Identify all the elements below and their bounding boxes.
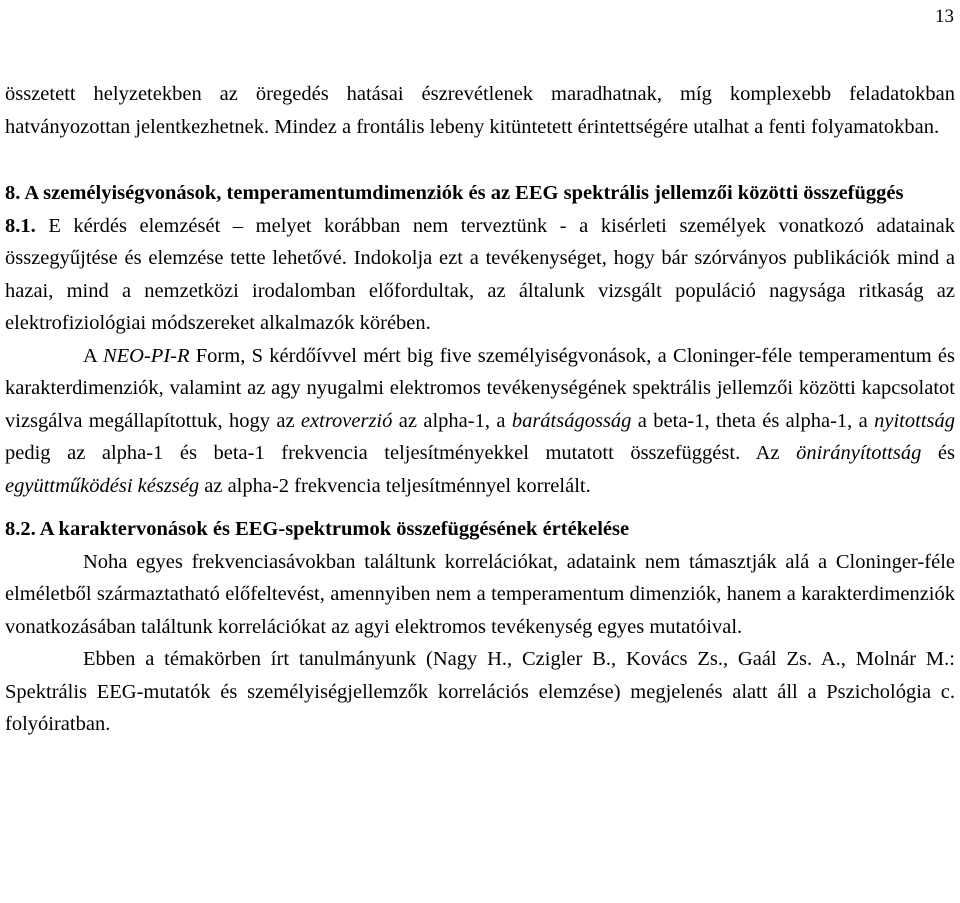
section-8-2-paragraph-1: Noha egyes frekvenciasávokban találtunk korrelációkat, adataink nem támasztják alá a Cloninger-féle elméletből származtatható előfeltevést, amennyiben nem a temperamentum dimenziók, hanem a karakterdimenziók vonatkozásában találtunk korrelációkat az agyi elektromos tevékenység egyes mutatóival. [5,550,955,638]
text-run: a beta-1, theta és alpha-1, a [631,409,875,432]
italic-term: nyitottság [874,409,955,432]
section-8-1-paragraph-1 [5,210,955,340]
section-8-2-heading: 8.2. A karaktervonások és EEG-spektrumok összefüggésének értékelése [5,518,630,540]
page-number: 13 [935,6,954,27]
document-body [5,78,955,741]
italic-term: NEO-PI-R [102,344,190,367]
section-8-1-number: 8.1. [5,214,36,237]
text-run: az alpha-1, a [392,409,512,432]
section-8-heading: 8. A személyiségvonások, temperamentumdimenziók és az EEG spektrális jellemzői közötti összefüggés [5,182,904,204]
text-run: pedig az alpha-1 és beta-1 frekvencia teljesítményekkel mutatott összefüggést. Az [5,442,797,464]
italic-term: barátságosság [511,409,632,432]
text-run: az alpha-2 frekvencia teljesítménnyel korrelált. [199,474,591,497]
italic-term: extroverzió [300,409,393,432]
text-run: Form, S kérdőívvel mért big five személyiségvonások, a Cloninger-féle temperamentum és karakterdimenziók, valamint az agy nyugalmi elektromos tevékenységének spektrális jellemzői közötti kapcsolatot vizsgálva megállapítottuk, hogy az [5,344,955,432]
text-run: A [83,344,103,367]
intro-paragraph: összetett helyzetekben az öregedés hatásai észrevétlenek maradhatnak, míg komplexebb feladatokban hatványozottan jelentkezhetnek. Mindez a frontális lebeny kitüntetett érintettségére utalhat a fenti folyamatokban. [5,83,955,138]
section-8-1-text: E kérdés elemzését – melyet korábban nem terveztünk - a kisérleti személyek vonatkozó adatainak összegyűjtése és elemzése tette lehetővé. Indokolja ezt a tevékenységet, hogy bár szórványos publikációk mind a hazai, mind a nemzetközi irodalomban előfordultak, az általunk vizsgált populáció nagysága ritkaság az elektrofiziológiai módszereket alkalmazók körében. [5,214,956,334]
italic-term: önirányítottság [796,442,922,464]
section-8-1-paragraph-2 [5,340,955,503]
text-run: és [921,442,956,464]
italic-term: együttműködési készség [5,474,200,497]
section-8-2-paragraph-2: Ebben a témakörben írt tanulmányunk (Nagy H., Czigler B., Kovács Zs., Gaál Zs. A., Molnár M.: Spektrális EEG-mutatók és személyiségjellemzők korrelációs elemzése) megjelenés alatt áll a Pszichológia c. folyóiratban. [5,648,955,735]
